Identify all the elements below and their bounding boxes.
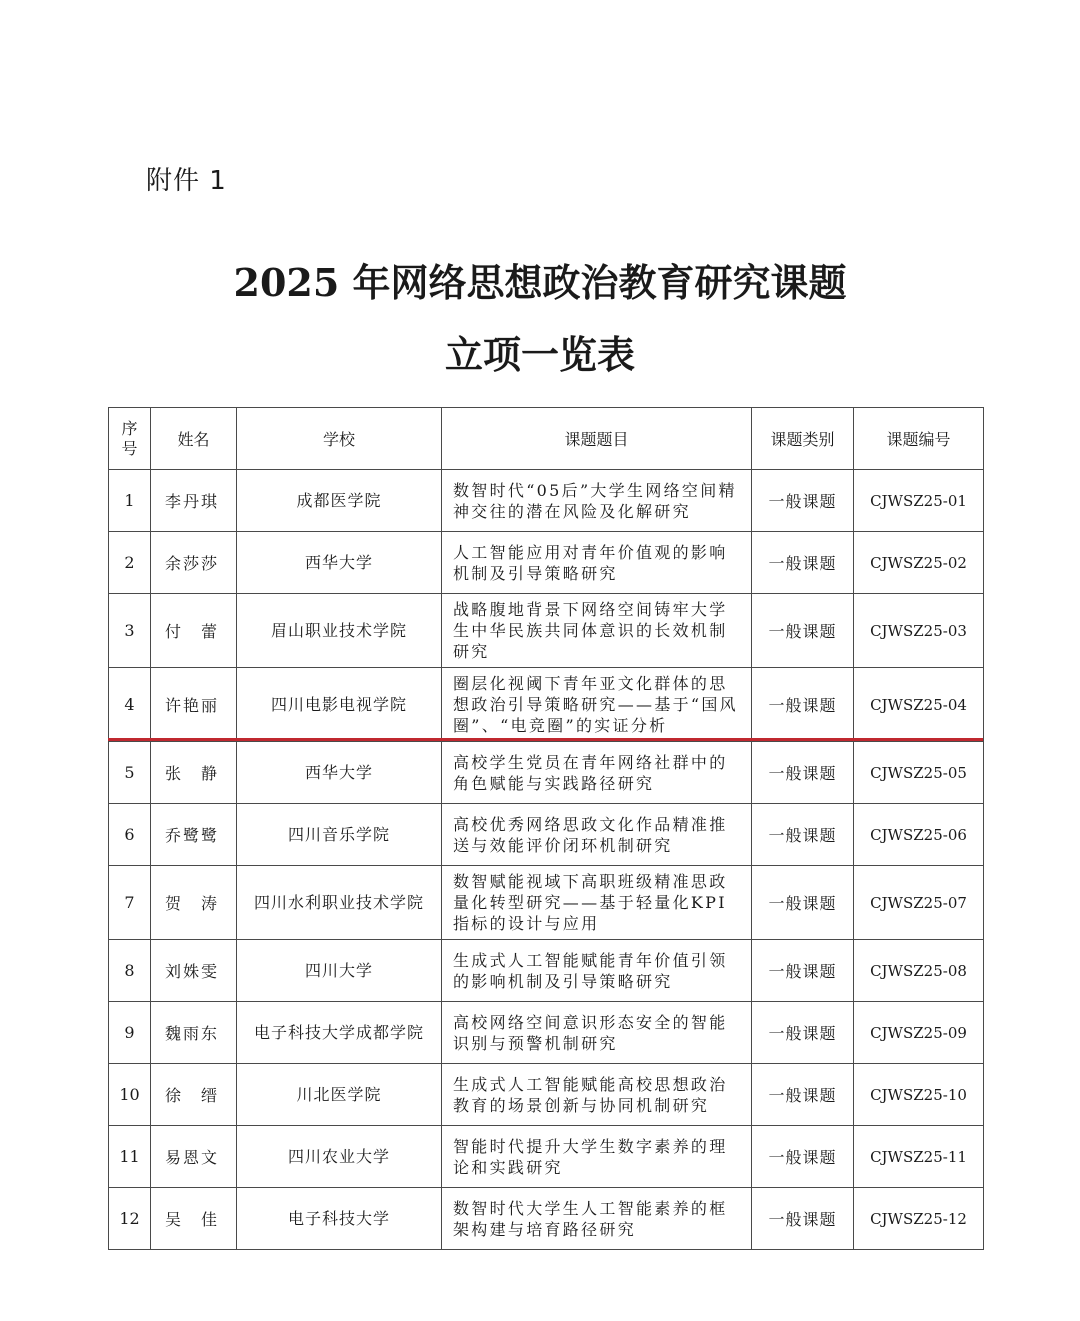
topic-title: 数智时代大学生人工智能素养的框架构建与培育路径研究 — [442, 1188, 752, 1250]
topic-title: 生成式人工智能赋能高校思想政治教育的场景创新与协同机制研究 — [442, 1064, 752, 1126]
school-name: 电子科技大学 — [237, 1188, 442, 1250]
table-row — [109, 594, 984, 668]
row-number: 11 — [109, 1126, 151, 1188]
header-school: 学校 — [237, 408, 442, 470]
topic-code: CJWSZ25-06 — [854, 804, 984, 866]
school-name: 四川农业大学 — [237, 1126, 442, 1188]
row-number: 1 — [109, 470, 151, 532]
header-code: 课题编号 — [854, 408, 984, 470]
school-name: 成都医学院 — [237, 470, 442, 532]
topic-category: 一般课题 — [752, 866, 854, 940]
row-number: 10 — [109, 1064, 151, 1126]
page-subtitle: 立项一览表 — [444, 332, 635, 377]
table-row — [109, 940, 984, 1002]
header-category: 课题类别 — [752, 408, 854, 470]
topic-category: 一般课题 — [752, 1188, 854, 1250]
school-name: 眉山职业技术学院 — [237, 594, 442, 668]
topic-title: 高校优秀网络思政文化作品精准推送与效能评价闭环机制研究 — [442, 804, 752, 866]
applicant-name: 许艳丽 — [151, 668, 237, 742]
applicant-name: 张 静 — [151, 742, 237, 804]
table-row — [109, 866, 984, 940]
page-title: 2025 年网络思想政治教育研究课题 — [233, 260, 847, 305]
school-name: 四川水利职业技术学院 — [237, 866, 442, 940]
topic-category: 一般课题 — [752, 470, 854, 532]
school-name: 西华大学 — [237, 742, 442, 804]
applicant-name: 乔鹭鹭 — [151, 804, 237, 866]
school-name: 川北医学院 — [237, 1064, 442, 1126]
row-number: 8 — [109, 940, 151, 1002]
topic-category: 一般课题 — [752, 594, 854, 668]
topic-title: 数智赋能视域下高职班级精准思政量化转型研究——基于轻量化KPI指标的设计与应用 — [442, 866, 752, 940]
table-row — [109, 1126, 984, 1188]
topic-category: 一般课题 — [752, 1126, 854, 1188]
topic-code: CJWSZ25-12 — [854, 1188, 984, 1250]
table-row — [109, 742, 984, 804]
table-row — [109, 804, 984, 866]
row-number: 4 — [109, 668, 151, 742]
topic-code: CJWSZ25-05 — [854, 742, 984, 804]
applicant-name: 吴 佳 — [151, 1188, 237, 1250]
applicant-name: 贺 涛 — [151, 866, 237, 940]
topic-title: 数智时代“05后”大学生网络空间精神交往的潜在风险及化解研究 — [442, 470, 752, 532]
row-number: 3 — [109, 594, 151, 668]
topic-category: 一般课题 — [752, 742, 854, 804]
header-name: 姓名 — [151, 408, 237, 470]
topic-category: 一般课题 — [752, 668, 854, 742]
topic-title: 圈层化视阈下青年亚文化群体的思想政治引导策略研究——基于“国风圈”、“电竞圈”的实证分析 — [442, 668, 752, 742]
topic-title: 高校网络空间意识形态安全的智能识别与预警机制研究 — [442, 1002, 752, 1064]
applicant-name: 付 蕾 — [151, 594, 237, 668]
topic-title: 生成式人工智能赋能青年价值引领的影响机制及引导策略研究 — [442, 940, 752, 1002]
topic-code: CJWSZ25-10 — [854, 1064, 984, 1126]
topic-title: 战略腹地背景下网络空间铸牢大学生中华民族共同体意识的长效机制研究 — [442, 594, 752, 668]
topic-category: 一般课题 — [752, 532, 854, 594]
topic-category: 一般课题 — [752, 804, 854, 866]
row-number: 12 — [109, 1188, 151, 1250]
row-number: 2 — [109, 532, 151, 594]
school-name: 四川大学 — [237, 940, 442, 1002]
table-row — [109, 668, 984, 742]
row-number: 6 — [109, 804, 151, 866]
school-name: 四川音乐学院 — [237, 804, 442, 866]
topic-category: 一般课题 — [752, 940, 854, 1002]
topic-code: CJWSZ25-03 — [854, 594, 984, 668]
row-number: 9 — [109, 1002, 151, 1064]
table-row — [109, 1188, 984, 1250]
project-table — [108, 407, 984, 1250]
table-header-row — [109, 408, 984, 470]
school-name: 电子科技大学成都学院 — [237, 1002, 442, 1064]
topic-code: CJWSZ25-02 — [854, 532, 984, 594]
topic-code: CJWSZ25-04 — [854, 668, 984, 742]
topic-code: CJWSZ25-09 — [854, 1002, 984, 1064]
header-topic: 课题题目 — [442, 408, 752, 470]
row-number: 7 — [109, 866, 151, 940]
school-name: 西华大学 — [237, 532, 442, 594]
table-row — [109, 532, 984, 594]
applicant-name: 李丹琪 — [151, 470, 237, 532]
topic-code: CJWSZ25-01 — [854, 470, 984, 532]
table-row — [109, 470, 984, 532]
topic-category: 一般课题 — [752, 1064, 854, 1126]
applicant-name: 余莎莎 — [151, 532, 237, 594]
topic-code: CJWSZ25-08 — [854, 940, 984, 1002]
topic-code: CJWSZ25-11 — [854, 1126, 984, 1188]
table-row — [109, 1064, 984, 1126]
topic-category: 一般课题 — [752, 1002, 854, 1064]
header-seq: 序号 — [109, 408, 151, 470]
topic-title: 高校学生党员在青年网络社群中的角色赋能与实践路径研究 — [442, 742, 752, 804]
applicant-name: 刘姝雯 — [151, 940, 237, 1002]
school-name: 四川电影电视学院 — [237, 668, 442, 742]
applicant-name: 魏雨东 — [151, 1002, 237, 1064]
applicant-name: 易恩文 — [151, 1126, 237, 1188]
topic-code: CJWSZ25-07 — [854, 866, 984, 940]
attachment-label: 附件 1 — [146, 166, 227, 196]
topic-title: 智能时代提升大学生数字素养的理论和实践研究 — [442, 1126, 752, 1188]
table-row — [109, 1002, 984, 1064]
topic-title: 人工智能应用对青年价值观的影响机制及引导策略研究 — [442, 532, 752, 594]
applicant-name: 徐 缙 — [151, 1064, 237, 1126]
row-number: 5 — [109, 742, 151, 804]
red-rule-line — [108, 738, 983, 741]
